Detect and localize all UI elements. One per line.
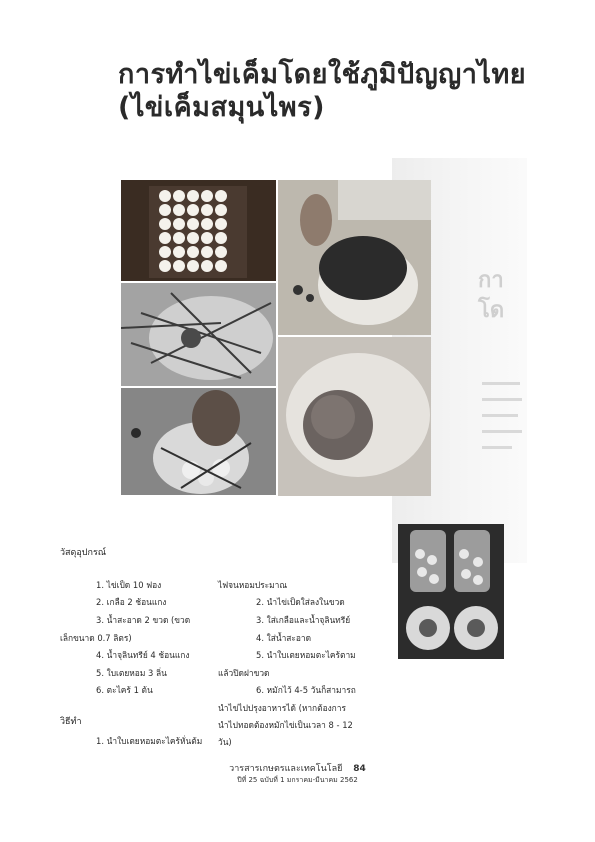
materials-heading: วัสดุอุปกรณ์	[60, 548, 107, 558]
method-step: 4. ใส่น้ำสะอาด	[256, 633, 312, 643]
photo-hand-with-lid	[278, 180, 431, 335]
method-step: แล้วปิดฝาขวด	[218, 668, 270, 678]
bleed-through-line	[482, 414, 518, 417]
bleed-through-line	[482, 382, 520, 385]
photo-jars-and-eggs	[398, 524, 504, 659]
bleed-through-line	[482, 398, 522, 401]
method-step: ไฟจนหอมประมาณ	[218, 580, 288, 590]
photo-salted-egg-yolk	[278, 337, 431, 496]
bleed-through-line	[482, 430, 522, 433]
bleed-through-text: กา	[478, 268, 504, 293]
photo-egg-tray	[121, 180, 276, 281]
method-step: นำไปทอดต้องหมักไข่เป็นเวลา 8 - 12	[218, 720, 353, 730]
material-item: 1. ไข่เป็ด 10 ฟอง	[96, 580, 162, 590]
footer-issue: ปีที่ 25 ฉบับที่ 1 มกราคม-มีนาคม 2562	[237, 776, 358, 784]
page-number: 84	[353, 764, 366, 774]
material-item: 6. ตะไคร้ 1 ต้น	[96, 685, 153, 695]
bleed-through-line	[482, 446, 512, 449]
title-line-2: (ไข่เค็มสมุนไพร)	[118, 92, 325, 123]
egg-yolk-image	[278, 337, 431, 496]
footer-journal	[0, 761, 595, 775]
bleed-through-text: โด	[478, 298, 505, 323]
material-item: 4. น้ำจุลินทรีย์ 4 ช้อนแกง	[96, 650, 190, 660]
method-step: วัน)	[218, 737, 232, 747]
material-item: 2. เกลือ 2 ช้อนแกง	[96, 597, 167, 607]
journal-name: วารสารเกษตรและเทคโนโลยี	[229, 764, 343, 774]
method-step: 1. นำใบเตยหอมตะไคร้หั่นต้ม	[96, 736, 203, 746]
method-heading: วิธีทำ	[60, 717, 82, 727]
method-step: 3. ใส่เกลือและน้ำจุลินทรีย์	[256, 615, 351, 625]
egg-tray-image	[121, 180, 276, 281]
hand-lid-image	[278, 180, 431, 335]
hands-eggs-image	[121, 388, 276, 495]
method-step: 2. นำไข่เป็ดใส่ลงในขวด	[256, 597, 345, 607]
material-item: เล็กขนาด 0.7 ลิตร)	[60, 633, 132, 643]
method-step: นำไข่ไปปรุงอาหารได้ (หากต้องการ	[218, 703, 346, 713]
method-step: 6. หมักไว้ 4-5 วันก็สามารถ	[256, 685, 356, 695]
herbs-bowl-image	[121, 283, 276, 386]
method-step: 5. นำใบเตยหอมตะไคร้ตาม	[256, 650, 356, 660]
jars-eggs-image	[398, 524, 504, 659]
photo-hands-eggs	[121, 388, 276, 495]
material-item: 5. ใบเตยหอม 3 ลิ่น	[96, 668, 167, 678]
article-title	[118, 58, 558, 124]
material-item: 3. น้ำสะอาด 2 ขวด (ขวด	[96, 615, 191, 625]
title-line-1: การทำไข่เค็มโดยใช้ภูมิปัญญาไทย	[118, 59, 527, 90]
photo-herbs-bowl	[121, 283, 276, 386]
